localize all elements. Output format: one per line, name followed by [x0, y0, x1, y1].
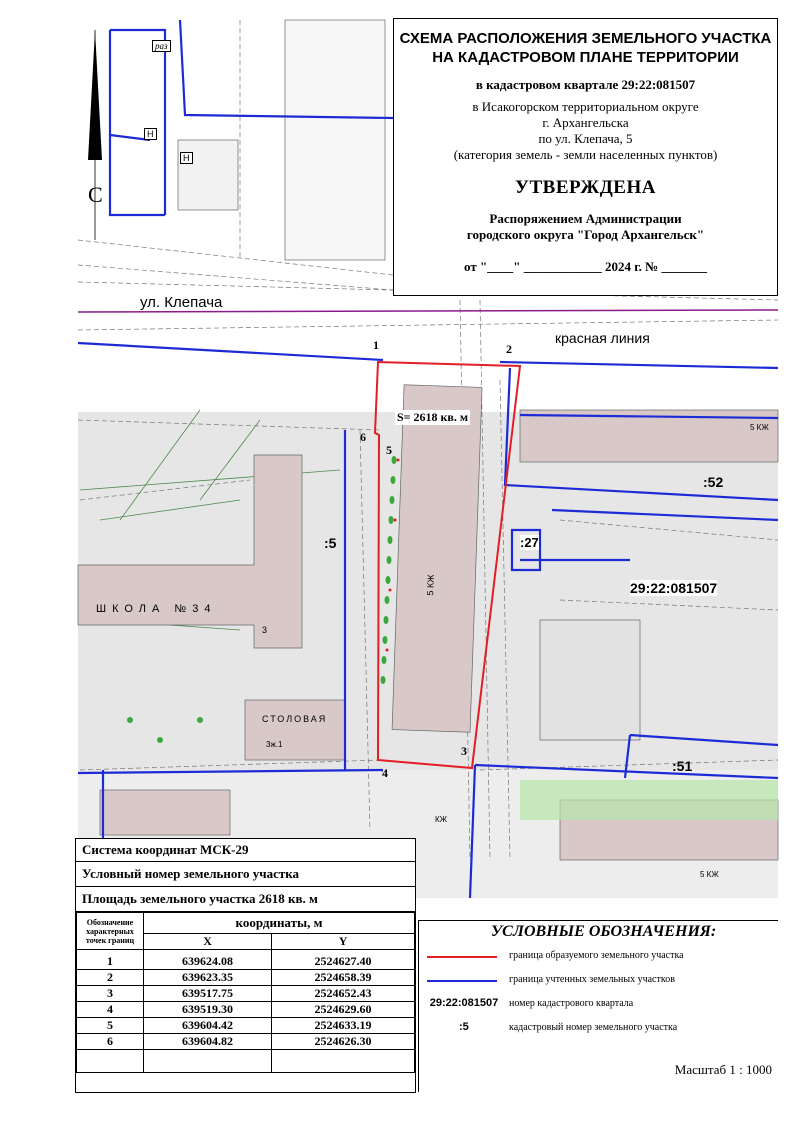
point-number-cell: 3: [77, 986, 144, 1002]
col-point-header: Обозначение характерных точек границ: [77, 913, 144, 950]
approved-heading: УТВЕРЖДЕНА: [515, 177, 656, 198]
quarter-label: 29:22:081507: [630, 580, 718, 596]
x-coordinate-cell: 639623.35: [144, 970, 272, 986]
y-coordinate-cell: 2524658.39: [272, 970, 415, 986]
empty-cell: [144, 1050, 272, 1073]
land-category-text: (категория земель - земли населенных пунктов): [453, 147, 718, 162]
scale-label: Масштаб 1 : 1000: [674, 1062, 772, 1077]
order-date-line: от "____" ____________ 2024 г. № _______: [464, 259, 707, 274]
title-line2: НА КАДАСТРОВОМ ПЛАНЕ ТЕРРИТОРИИ: [432, 49, 739, 66]
point-number-cell: 6: [77, 1034, 144, 1050]
coordinate-row: [77, 986, 415, 1002]
building-label-kzh: КЖ: [435, 815, 448, 824]
x-coordinate-cell: 639519.30: [144, 1002, 272, 1018]
coordinates-block: [75, 838, 416, 1093]
canteen-label: СТОЛОВАЯ: [262, 714, 328, 724]
parcel-number-row: Условный номер земельного участка: [76, 862, 415, 887]
building-label-5kzh-east: 5 КЖ: [750, 423, 769, 432]
school-label: ШКОЛА №34: [96, 603, 217, 615]
y-coordinate-cell: 2524626.30: [272, 1034, 415, 1050]
legend-item-quarter-number: [419, 997, 779, 1013]
coordinates-table: [76, 912, 415, 1073]
y-coordinate-cell: 2524627.40: [272, 950, 415, 970]
legend-blue-line-sample: [427, 980, 497, 982]
building-label-3zh1: 3ж.1: [266, 740, 283, 749]
x-coordinate-cell: 639604.82: [144, 1034, 272, 1050]
coordinate-filler-row: [77, 1050, 415, 1073]
point-label-5: 5: [386, 443, 392, 457]
point-label-1: 1: [373, 338, 379, 352]
legend-item-registered-boundary: [419, 973, 779, 989]
title-block: [393, 18, 778, 296]
y-coordinate-cell: 2524652.43: [272, 986, 415, 1002]
legend-title: УСЛОВНЫЕ ОБОЗНАЧЕНИЯ:: [491, 923, 717, 940]
point-number-cell: 2: [77, 970, 144, 986]
title-line1: СХЕМА РАСПОЛОЖЕНИЯ ЗЕМЕЛЬНОГО УЧАСТКА: [399, 30, 772, 47]
point-number-cell: 1: [77, 950, 144, 970]
x-coordinate-cell: 639517.75: [144, 986, 272, 1002]
coordinates-table-body: [77, 950, 415, 1073]
point-label-4: 4: [382, 766, 388, 780]
red-line-label: красная линия: [555, 330, 650, 346]
point-label-6: 6: [360, 430, 366, 444]
street-text: по ул. Клепача, 5: [538, 131, 633, 146]
building-label-n1: Н: [144, 128, 157, 140]
x-coordinate-cell: 639624.08: [144, 950, 272, 970]
col-x-header: X: [144, 934, 272, 950]
building-label-5kzh: 5 КЖ: [425, 574, 436, 596]
legend-item-parcel-number: [419, 1021, 779, 1037]
empty-cell: [77, 1050, 144, 1073]
y-coordinate-cell: 2524629.60: [272, 1002, 415, 1018]
coordinate-row: [77, 950, 415, 970]
coordinate-row: [77, 1018, 415, 1034]
empty-cell: [272, 1050, 415, 1073]
building-label-3: 3: [262, 625, 268, 635]
area-label: S= 2618 кв. м: [397, 410, 469, 424]
order-line2: городского округа "Город Архангельск": [466, 227, 705, 242]
point-number-cell: 4: [77, 1002, 144, 1018]
coordinate-row: [77, 1034, 415, 1050]
city-text: г. Архангельска: [542, 115, 629, 130]
parcel-label-5: :5: [324, 535, 337, 551]
order-line1: Распоряжением Администрации: [489, 211, 682, 226]
y-coordinate-cell: 2524633.19: [272, 1018, 415, 1034]
coord-system-row: Система координат МСК-29: [76, 839, 415, 862]
coordinate-row: [77, 1002, 415, 1018]
parcel-label-52: :52: [703, 474, 724, 490]
raz-label: раз: [152, 40, 171, 52]
point-label-3: 3: [461, 744, 467, 758]
building-label-n2: Н: [180, 152, 193, 164]
legend-item-label: граница образуемого земельного участка: [509, 950, 684, 961]
district-text: в Исакогорском территориальном округе: [472, 99, 699, 114]
parcel-label-27: :27: [520, 535, 539, 550]
legend-item-label: номер кадастрового квартала: [509, 998, 634, 1009]
street-label: ул. Клепача: [140, 294, 223, 311]
legend-quarter-code: 29:22:081507: [429, 997, 499, 1009]
cadastral-quarter-text: в кадастровом квартале 29:22:081507: [475, 77, 696, 92]
legend-parcel-code: :5: [459, 1021, 469, 1033]
col-y-header: Y: [272, 934, 415, 950]
legend-red-line-sample: [427, 956, 497, 958]
building-label-5kzh-south: 5 КЖ: [700, 870, 719, 879]
col-coords-header: координаты, м: [144, 913, 415, 934]
north-letter: С: [88, 182, 103, 207]
x-coordinate-cell: 639604.42: [144, 1018, 272, 1034]
legend-item-label: граница учтенных земельных участков: [509, 974, 675, 985]
point-number-cell: 5: [77, 1018, 144, 1034]
parcel-area-row: Площадь земельного участка 2618 кв. м: [76, 887, 415, 912]
coordinate-row: [77, 970, 415, 986]
legend-item-label: кадастровый номер земельного участка: [509, 1022, 678, 1033]
legend-item-parcel-boundary: [419, 949, 779, 965]
point-label-2: 2: [506, 342, 512, 356]
parcel-label-51: :51: [672, 758, 693, 774]
